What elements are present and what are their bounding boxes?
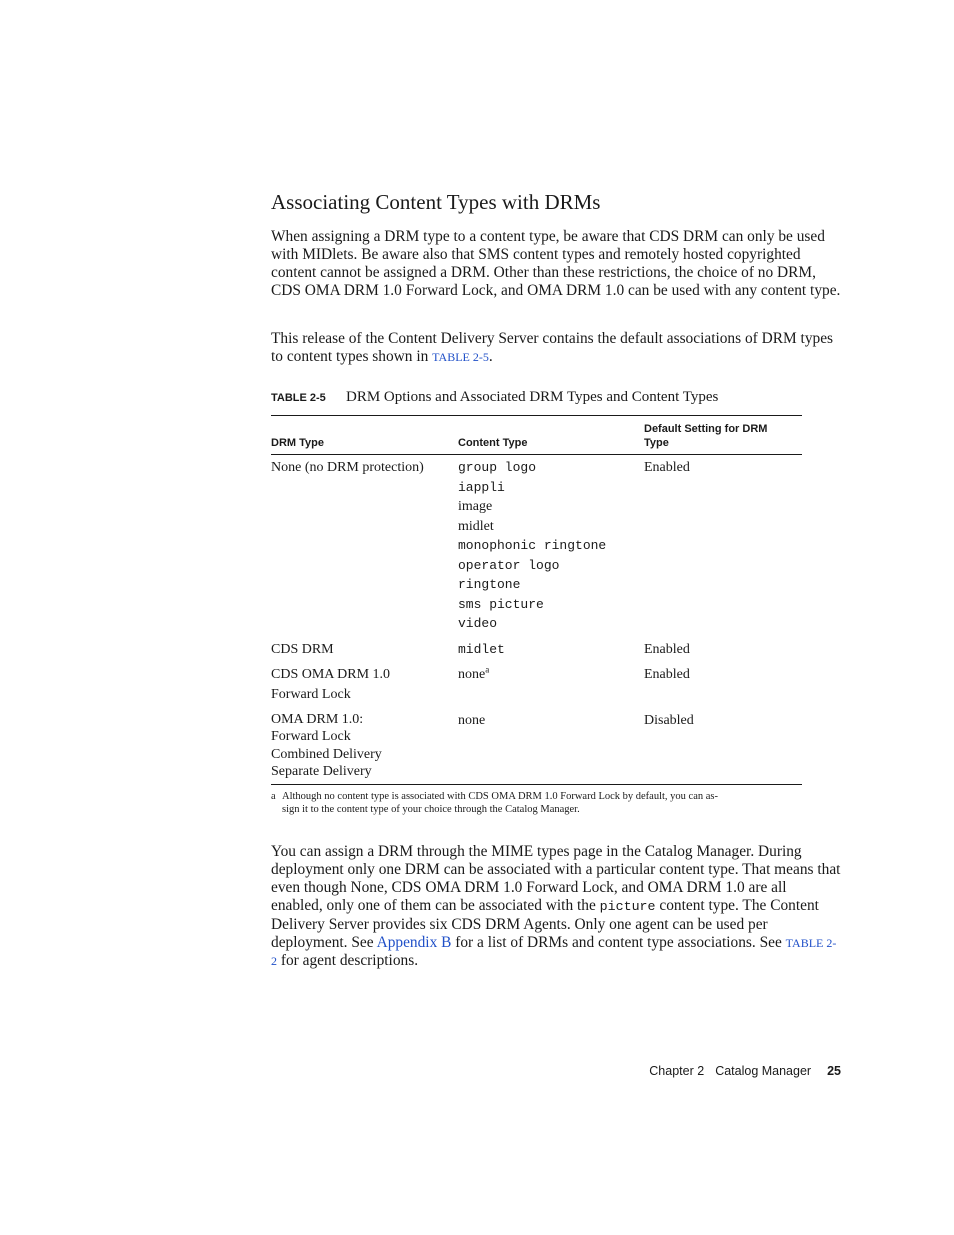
paragraph-text: You can assign a DRM through the MIME types page in the Catalog Manager. During deployment only one DRM can be associated with a particular content type. That means that even though None, CDS OMA DRM 1.0 Forward Lock, and OMA DRM 1.0 are all enabled, only one of them can be associated with the [271,843,841,914]
paragraph-text: This release of the Content Delivery Server contains the default associations of DRM types to content types shown in [271,330,834,365]
drm-type-text: Forward Lock [271,729,351,745]
table-reference-paragraph [271,330,841,367]
section-heading: Associating Content Types with DRMs [271,190,601,214]
assignment-paragraph [271,843,841,971]
header-content-type: Content Type [458,437,528,449]
table-row-oma-content-types [458,711,485,731]
content-type-text: none [458,667,486,682]
drm-type-text: Separate Delivery [271,763,372,779]
table-row-cds-oma-default: Enabled [644,667,690,682]
footer-chapter-title: Catalog Manager [715,1064,812,1078]
footer-chapter: Chapter 2 [649,1064,705,1078]
footnote-ref: a [485,664,490,675]
picture-code: picture [599,898,656,914]
table-caption-text: DRM Options and Associated DRM Types and Content Types [346,389,719,405]
table-row-cds-content-types [458,640,505,660]
footnote-line1: Although no content type is associated with CDS OMA DRM 1.0 Forward Lock by default, you can as- [282,791,718,802]
content-type-item: midlet [458,642,505,657]
intro-paragraph: When assigning a DRM type to a content type, be aware that CDS DRM can only be used with MIDlets. Be aware also that SMS content types and remotely hosted copyrighted content cannot be assigned a DRM. Other than these restrictions, the choice of no DRM, CDS OMA DRM 1.0 Forward Lock, and OMA DRM 1.0 can be used with any content type. [271,228,841,299]
page-footer [649,1063,841,1079]
content-type-item [458,665,489,685]
content-type-item: operator logo [458,557,560,573]
table-row-oma-default: Disabled [644,713,694,728]
content-type-item: group logo [458,460,537,475]
table-header-rule [271,454,802,455]
table-caption [271,388,718,407]
content-type-item: none [458,713,486,728]
table-label: TABLE 2-5 [271,392,326,404]
paragraph-text: content type. The Content Delivery Server provides six CDS DRM Agents. Only one agent can be used per deployment. See [271,896,819,951]
appendix-b-link[interactable]: Appendix B [376,933,452,951]
content-type-item: iappli [458,479,505,495]
drm-type-text: Combined Delivery [271,746,382,762]
footnote-mark: a [271,791,276,802]
content-type-item: image [458,499,493,514]
table-row-none-content-types [458,458,606,634]
content-type-item: video [458,616,498,631]
content-type-item: sms picture [458,596,544,612]
table-row-cds-drm-type [271,640,334,660]
table-top-rule [271,415,802,416]
header-default-setting-line1: Default Setting for DRM [644,423,768,435]
table-row-cds-oma-drm-type [271,665,390,704]
content-type-item: ringtone [458,577,521,592]
table-footnote [271,791,791,816]
table-row-none-default: Enabled [644,460,690,475]
table-bottom-rule [271,784,802,785]
page-number: 25 [827,1064,841,1078]
header-default-setting [644,422,767,450]
drm-type-text: OMA DRM 1.0: [271,712,364,727]
table-2-5-link[interactable]: TABLE 2-5 [432,349,489,364]
drm-type-text: CDS OMA DRM 1.0 [271,667,391,682]
paragraph-text: for agent descriptions. [277,952,419,970]
table-2-2-link[interactable]: TABLE 2-2 [271,935,837,969]
header-drm-type: DRM Type [271,437,324,449]
content-type-item: monophonic ringtone [458,538,607,553]
drm-type-text: Forward Lock [271,686,351,702]
table-row-none-drm-type [271,458,424,478]
drm-type-text: None (no DRM protection) [271,460,424,475]
content-type-item: midlet [458,518,494,534]
paragraph-text: . [488,347,493,365]
table-row-cds-oma-content-types [458,665,489,685]
paragraph-text: for a list of DRMs and content type associations. See [451,933,786,951]
table-row-oma-drm-type [271,711,382,780]
table-row-cds-default: Enabled [644,642,690,657]
footnote-line2: sign it to the content type of your choice through the Catalog Manager. [282,803,580,815]
header-default-setting-line2: Type [644,437,669,449]
drm-type-text: CDS DRM [271,642,334,657]
